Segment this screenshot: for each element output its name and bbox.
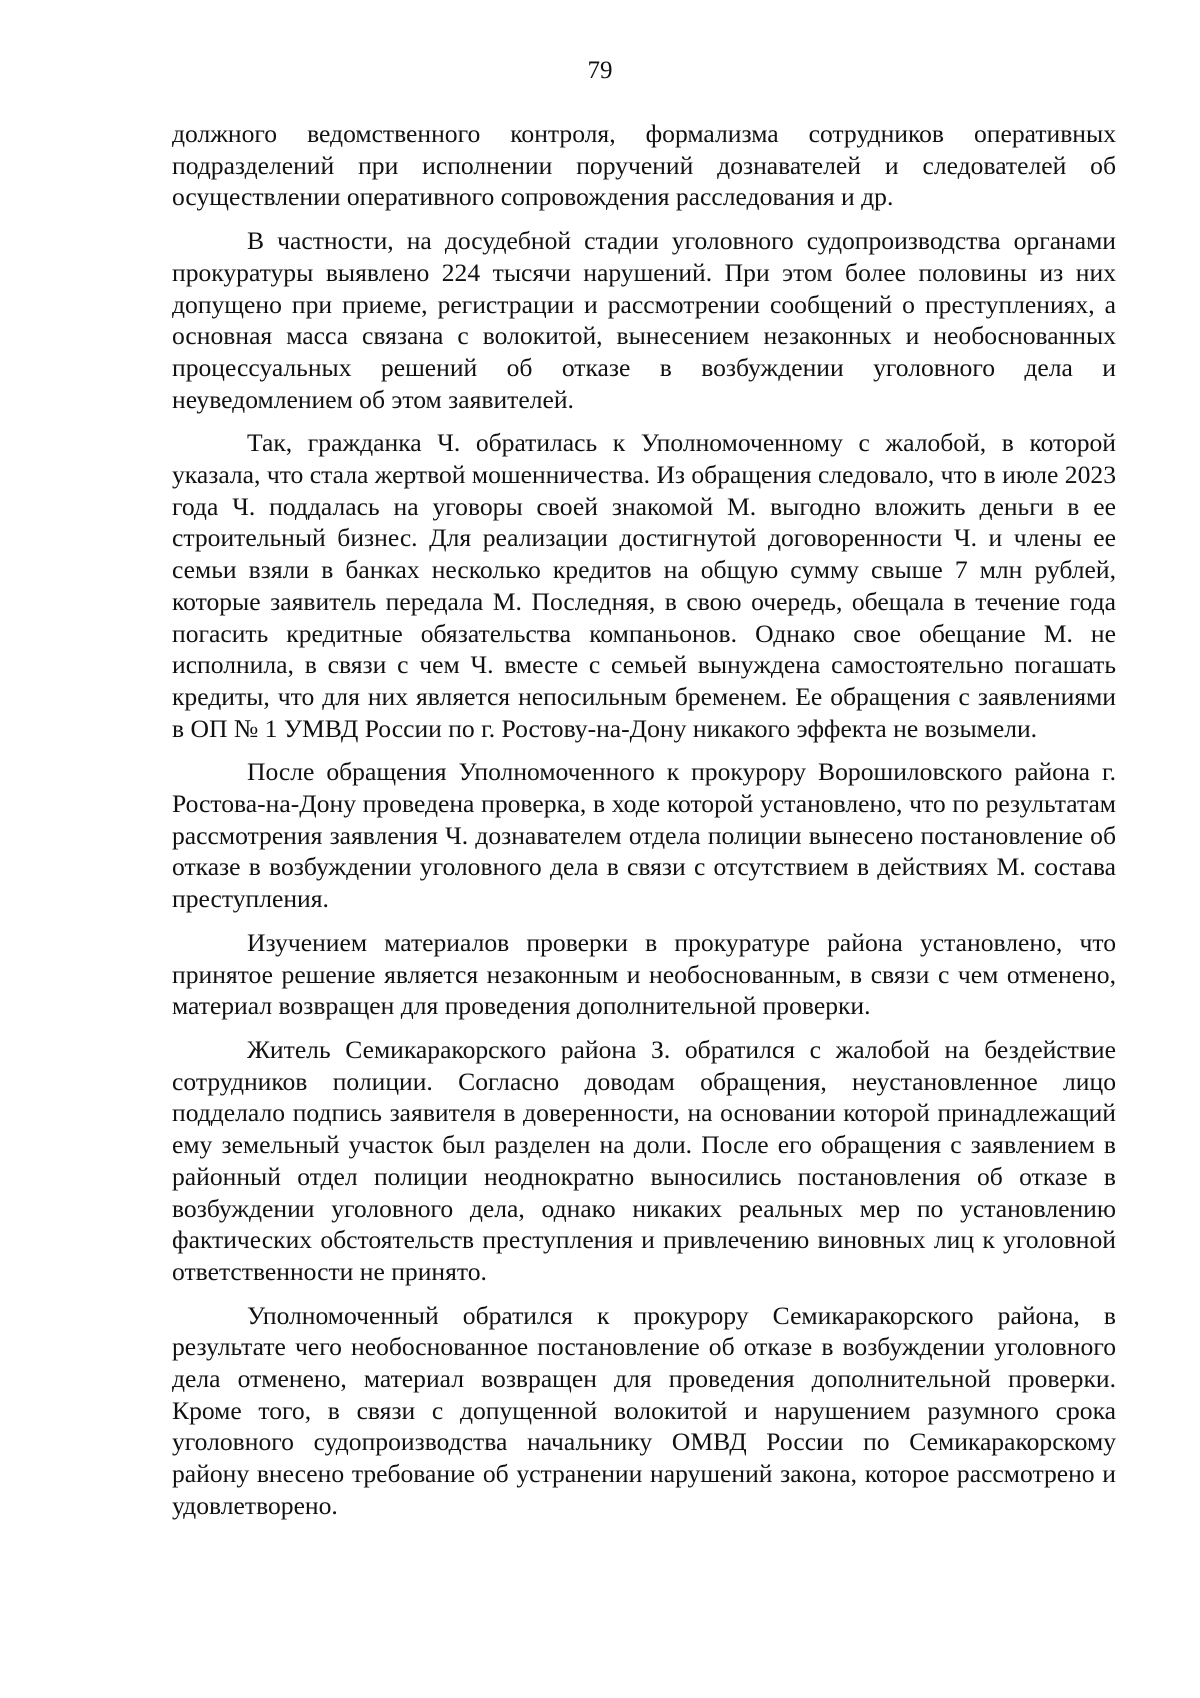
page-number: 79 — [587, 57, 613, 84]
paragraph-decision-cancelled: Изучением материалов проверки в прокуратуре района установлено, что принятое решение является незаконным и необоснованным, в связи с чем отменено, материал возвращен для проведения дополнительной проверки. — [172, 927, 1116, 1021]
paragraph-voroshilovsky-check: После обращения Уполномоченного к прокурору Ворошиловского района г. Ростова-на-Дону проведена проверка, в ходе которой установлено, что по результатам рассмотрения заявления Ч. дознавателем отдела полиции вынесено постановление об отказе в возбуждении уголовного дела в связи с отсутствием в действиях М. состава преступления. — [172, 757, 1116, 914]
paragraph-case-resident-z: Житель Семикаракорского района З. обратился с жалобой на бездействие сотрудников полиции. Согласно доводам обращения, неустановленное лицо подделало подпись заявителя в доверенности, на основании которой принадлежащий ему земельный участок был разделен на доли. После его обращения с заявлением в районный отдел полиции неоднократно выносились постановления об отказе в возбуждении уголовного дела, однако никаких реальных мер по установлению фактических обстоятельств преступления и привлечению виновных лиц к уголовной ответственности не принято. — [172, 1034, 1116, 1286]
paragraph-case-citizen-ch: Так, гражданка Ч. обратилась к Уполномоченному с жалобой, в которой указала, что стала жертвой мошенничества. Из обращения следовало, что в июле 2023 года Ч. поддалась на уговоры своей знакомой М. выгодно вложить деньги в ее строительный бизнес. Для реализации достигнутой договоренности Ч. и члены ее семьи взяли в банках несколько кредитов на общую сумму свыше 7 млн рублей, которые заявитель передала М. Последняя, в свою очередь, обещала в течение года погасить кредитные обязательства компаньонов. Однако свое обещание М. не исполнила, в связи с чем Ч. вместе с семьей вынуждена самостоятельно погашать кредиты, что для них является непосильным бременем. Ее обращения с заявлениями в ОП № 1 УМВД России по г. Ростову-на-Дону никакого эффекта не возымели. — [172, 428, 1116, 743]
paragraph-semikarakorsky-outcome: Уполномоченный обратился к прокурору Семикаракорского района, в результате чего необоснованное постановление об отказе в возбуждении уголовного дела отменено, материал возвращен для проведения дополнительной проверки. Кроме того, в связи с допущенной волокитой и нарушением разумного срока уголовного судопроизводства начальнику ОМВД России по Семикаракорскому району внесено требование об устранении нарушений закона, которое рассмотрено и удовлетворено. — [172, 1300, 1116, 1520]
paragraph-violations-overview: В частности, на досудебной стадии уголовного судопроизводства органами прокуратуры выявлено 224 тысячи нарушений. При этом более половины из них допущено при приеме, регистрации и рассмотрении сообщений о преступлениях, а основная масса связана с волокитой, вынесением незаконных и необоснованных процессуальных решений об отказе в возбуждении уголовного дела и неуведомлением об этом заявителей. — [172, 226, 1116, 414]
paragraph-continuation: должного ведомственного контроля, формализма сотрудников оперативных подразделений при исполнении поручений дознавателей и следователей об осуществлении оперативного сопровождения расследования и др. — [172, 119, 1116, 212]
document-body — [172, 118, 1116, 1534]
